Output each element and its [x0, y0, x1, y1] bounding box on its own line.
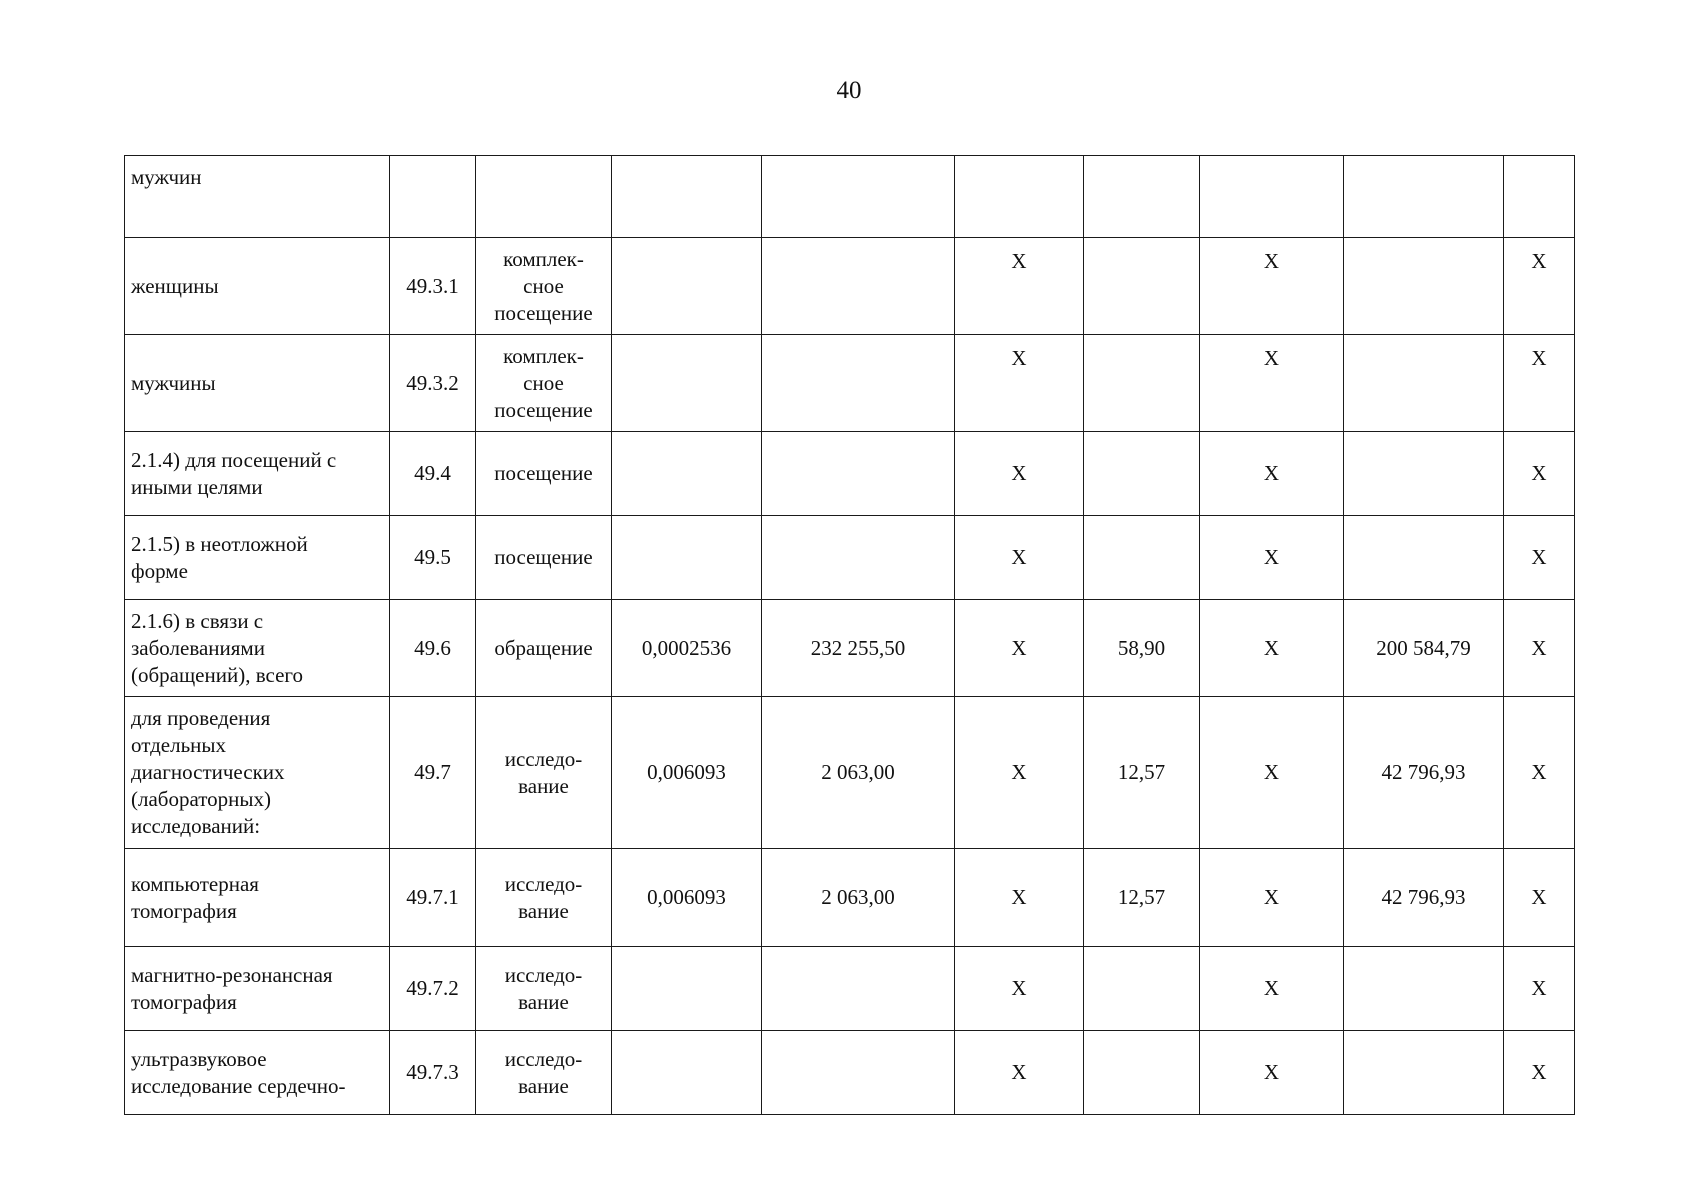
table-row — [125, 516, 1575, 600]
row-amount-cell — [1344, 432, 1504, 516]
row-unit-cell: исследо- вание — [476, 697, 612, 849]
row-unit-cell: посещение — [476, 516, 612, 600]
row-x-mark-cell: X — [1504, 600, 1575, 697]
row-norm-cell — [612, 335, 762, 432]
table-row — [125, 1031, 1575, 1115]
table-body — [125, 156, 1575, 1115]
row-x-mark-cell: X — [1200, 600, 1344, 697]
row-code-cell: 49.7.2 — [390, 947, 476, 1031]
row-code-cell: 49.4 — [390, 432, 476, 516]
row-x-mark-cell: X — [1200, 1031, 1344, 1115]
row-x-mark-cell: X — [955, 516, 1084, 600]
row-x-mark-cell: X — [1200, 947, 1344, 1031]
row-name-cell: магнитно-резонансная томография — [125, 947, 390, 1031]
row-name-cell: 2.1.5) в неотложной форме — [125, 516, 390, 600]
row-x-mark-cell: X — [1504, 697, 1575, 849]
row-x-mark-cell: X — [1200, 238, 1344, 335]
table-row — [125, 947, 1575, 1031]
row-name-cell: 2.1.6) в связи с заболеваниями (обращений), всего — [125, 600, 390, 697]
row-amount-cell — [1344, 238, 1504, 335]
row-cost-cell — [762, 156, 955, 238]
row-x-mark-cell: X — [1504, 1031, 1575, 1115]
row-x-mark-cell: X — [955, 600, 1084, 697]
row-cost-cell — [762, 947, 955, 1031]
row-norm-cell: 0,0002536 — [612, 600, 762, 697]
row-x-mark-cell: X — [1504, 335, 1575, 432]
row-norm-cell — [612, 238, 762, 335]
row-cost-cell: 232 255,50 — [762, 600, 955, 697]
row-x-mark-cell — [1504, 156, 1575, 238]
table-row — [125, 335, 1575, 432]
row-x-mark-cell: X — [955, 849, 1084, 947]
row-code-cell — [390, 156, 476, 238]
table-row — [125, 156, 1575, 238]
row-name-cell: женщины — [125, 238, 390, 335]
row-x-mark-cell: X — [955, 947, 1084, 1031]
row-value-cell — [1084, 335, 1200, 432]
row-name-cell: для проведения отдельных диагностических (лабораторных) исследований: — [125, 697, 390, 849]
row-code-cell: 49.7.3 — [390, 1031, 476, 1115]
row-norm-cell — [612, 432, 762, 516]
row-norm-cell — [612, 156, 762, 238]
row-name-cell: компьютерная томография — [125, 849, 390, 947]
row-unit-cell: комплек- сное посещение — [476, 335, 612, 432]
row-norm-cell — [612, 516, 762, 600]
row-code-cell: 49.7 — [390, 697, 476, 849]
row-x-mark-cell — [955, 156, 1084, 238]
row-unit-cell: обращение — [476, 600, 612, 697]
row-cost-cell — [762, 516, 955, 600]
data-table — [124, 155, 1575, 1115]
row-x-mark-cell: X — [1200, 335, 1344, 432]
page-number: 40 — [836, 77, 862, 104]
row-x-mark-cell: X — [1504, 947, 1575, 1031]
row-name-cell: 2.1.4) для посещений с иными целями — [125, 432, 390, 516]
row-unit-cell: комплек- сное посещение — [476, 238, 612, 335]
row-x-mark-cell: X — [1504, 238, 1575, 335]
row-name-cell: мужчин — [125, 156, 390, 238]
row-x-mark-cell: X — [955, 335, 1084, 432]
row-cost-cell — [762, 432, 955, 516]
row-x-mark-cell: X — [955, 1031, 1084, 1115]
row-amount-cell — [1344, 156, 1504, 238]
row-cost-cell — [762, 1031, 955, 1115]
row-norm-cell — [612, 947, 762, 1031]
row-value-cell: 12,57 — [1084, 849, 1200, 947]
row-value-cell: 12,57 — [1084, 697, 1200, 849]
row-x-mark-cell — [1200, 156, 1344, 238]
row-value-cell: 58,90 — [1084, 600, 1200, 697]
row-cost-cell — [762, 238, 955, 335]
row-amount-cell: 200 584,79 — [1344, 600, 1504, 697]
row-cost-cell: 2 063,00 — [762, 697, 955, 849]
table-row — [125, 432, 1575, 516]
row-unit-cell: исследо- вание — [476, 849, 612, 947]
row-x-mark-cell: X — [955, 697, 1084, 849]
table-row — [125, 238, 1575, 335]
row-amount-cell: 42 796,93 — [1344, 849, 1504, 947]
row-value-cell — [1084, 947, 1200, 1031]
table-row — [125, 600, 1575, 697]
row-code-cell: 49.7.1 — [390, 849, 476, 947]
row-x-mark-cell: X — [1504, 432, 1575, 516]
row-x-mark-cell: X — [1504, 516, 1575, 600]
row-amount-cell — [1344, 335, 1504, 432]
row-value-cell — [1084, 432, 1200, 516]
row-value-cell — [1084, 1031, 1200, 1115]
row-unit-cell: исследо- вание — [476, 947, 612, 1031]
row-x-mark-cell: X — [1200, 516, 1344, 600]
row-unit-cell: исследо- вание — [476, 1031, 612, 1115]
row-code-cell: 49.6 — [390, 600, 476, 697]
row-name-cell: мужчины — [125, 335, 390, 432]
row-norm-cell — [612, 1031, 762, 1115]
row-x-mark-cell: X — [1200, 432, 1344, 516]
row-x-mark-cell: X — [1504, 849, 1575, 947]
row-amount-cell — [1344, 947, 1504, 1031]
table-row — [125, 697, 1575, 849]
table-row — [125, 849, 1575, 947]
row-value-cell — [1084, 238, 1200, 335]
row-amount-cell — [1344, 1031, 1504, 1115]
row-value-cell — [1084, 516, 1200, 600]
row-x-mark-cell: X — [1200, 697, 1344, 849]
row-amount-cell — [1344, 516, 1504, 600]
row-value-cell — [1084, 156, 1200, 238]
row-norm-cell: 0,006093 — [612, 849, 762, 947]
row-x-mark-cell: X — [955, 238, 1084, 335]
row-x-mark-cell: X — [1200, 849, 1344, 947]
row-code-cell: 49.5 — [390, 516, 476, 600]
row-unit-cell — [476, 156, 612, 238]
row-x-mark-cell: X — [955, 432, 1084, 516]
row-cost-cell: 2 063,00 — [762, 849, 955, 947]
row-code-cell: 49.3.1 — [390, 238, 476, 335]
row-code-cell: 49.3.2 — [390, 335, 476, 432]
row-norm-cell: 0,006093 — [612, 697, 762, 849]
row-name-cell: ультразвуковое исследование сердечно- — [125, 1031, 390, 1115]
row-amount-cell: 42 796,93 — [1344, 697, 1504, 849]
row-cost-cell — [762, 335, 955, 432]
row-unit-cell: посещение — [476, 432, 612, 516]
